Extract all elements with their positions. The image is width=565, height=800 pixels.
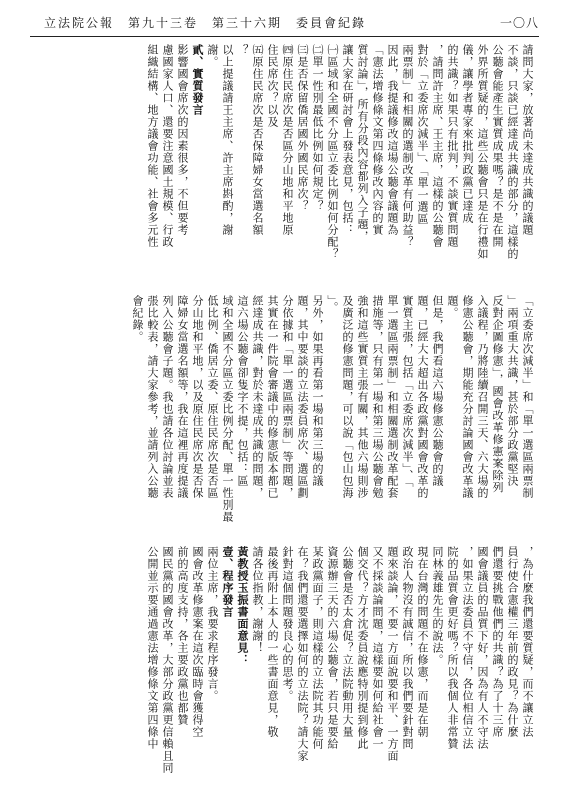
text-band-bottom xyxy=(30,546,535,782)
text-column: 公開並示要通過憲法增修條文第四條中 xyxy=(146,546,159,750)
text-column: 分依據和「單一選區兩票制」等問題， xyxy=(281,295,294,499)
text-column: 「憲法增修條文第四條修改內容的實 xyxy=(371,44,384,236)
text-column: 組織結構、地方議會功能、社會多元性 xyxy=(146,44,159,248)
text-column: 貳、實質發言 xyxy=(191,44,204,116)
text-column: 張比較表，請大家參考，並請列入公聽 xyxy=(146,295,159,499)
text-column: 題來談論，不要一方面說要和平、一方面 xyxy=(386,546,399,762)
text-column: 某政黨面子，則這樣的立法院其功能何 xyxy=(311,546,324,750)
text-column: 壹、程序發言 xyxy=(221,546,234,618)
text-column: 題，已經大大超出各政黨對國會改革的 xyxy=(416,295,429,499)
text-column: ㈣原住民席次是否區分山地和平地原 xyxy=(281,44,294,236)
text-column: 其實在一件院會審議中的修憲版本都已 xyxy=(266,295,279,499)
text-column: 的共識？如果只有批判，不談實質問題 xyxy=(446,44,459,248)
text-column: 題。 xyxy=(446,295,459,319)
text-column: ，為什麼我們還要質疑，而不讓立法 xyxy=(521,546,534,738)
text-column: 域和全國不分區立委比例分配、單一性別最 xyxy=(221,295,234,523)
text-column: 但是，我們看這六場修憲公聽會的議 xyxy=(431,295,444,487)
text-column: 入議程，乃將陸續召開三天、六大場的 xyxy=(476,295,489,499)
document-page xyxy=(30,44,535,782)
text-column: 公聽會是否太倉促？立法院動用大量 xyxy=(341,546,354,738)
text-column: 不談，只談已經達成共識的部分，這樣的 xyxy=(506,44,519,260)
running-title: 立法院公報 第九十三卷 第三十六期 委員會紀錄 xyxy=(44,16,367,30)
text-column: 們還要挑戰他們的共識？為了十三席 xyxy=(491,546,504,738)
text-column: 強和這些實質主張有關，其他六場則涉 xyxy=(356,295,369,499)
text-column: ㈤原住民席次是否保障婦女當選名額 xyxy=(251,44,264,236)
text-column: 另外，如果再看第一場和第三場的議 xyxy=(311,295,324,487)
text-column: 政治人物沒有誠信，所以我們要針對問 xyxy=(401,546,414,750)
text-column: 列入公聽會子題。我也請各位討論並表 xyxy=(161,295,174,499)
text-column: 公聽會能產生實質成果嗎？是不是在開 xyxy=(491,44,504,248)
text-column: 低比例、僑居立委、原住民席次是否區 xyxy=(206,295,219,499)
text-column: 經達成共識，對於未達成共識的問題， xyxy=(251,295,264,499)
text-column: 資源辦三天的六場公聽會，若只是要給 xyxy=(326,546,339,750)
text-column: 黃教授玉振書面意見： xyxy=(236,546,249,666)
text-column: 兩票制」和相關的選制改革有何助益？ xyxy=(401,44,414,248)
text-column: 員行使合憲權三年前的政見？為什麼 xyxy=(506,546,519,738)
text-column: 及廣泛的修憲問題，可以說「包山包海 xyxy=(341,295,354,499)
text-column: 單一選區兩票制」和相關選制改革配套 xyxy=(386,295,399,499)
text-column: 國會議員的品質下好，因為有人不守法 xyxy=(476,546,489,750)
text-column: ㈠區域和全國不分區立委比例如何分配？ xyxy=(326,44,339,260)
text-column: 個交代？方才沈委員說應特別提到修此 xyxy=(356,546,369,750)
text-column: 修憲公聽會，期能充分討論國會改革議 xyxy=(461,295,474,499)
text-column: 」兩項重大共識，甚於部分政黨堅決 xyxy=(506,295,519,487)
text-column: ？ xyxy=(236,44,249,56)
text-column: 」。 xyxy=(326,295,339,314)
text-column: 影響國會席次的因素很多，不但要考 xyxy=(176,44,189,236)
text-band-middle xyxy=(30,295,535,531)
text-column: 請各位指教，謝謝！ xyxy=(251,546,264,654)
text-column: 讓大家在研討會上發表意見，包括： xyxy=(341,44,354,236)
text-column: 實質主張，包括「立委席次減半」、「 xyxy=(401,295,414,488)
text-column: 會紀錄。 xyxy=(131,295,144,343)
text-column: 現在台灣的問題不在修憲，而是在朝 xyxy=(416,546,429,738)
text-column: 慮國家人口、還要注意國土規模、行政 xyxy=(161,44,174,248)
text-column: 最後再附上本人的一些書面意見，敬 xyxy=(266,546,279,738)
text-column: ㈢是否保留僑居國外國民席次？ xyxy=(296,44,309,212)
text-column: ，如果立法委員不守信，各位相信立法 xyxy=(461,546,474,750)
text-column: 院的品質會更好嗎？所以我個人非常贊 xyxy=(446,546,459,750)
text-column: 儀，讓學者專家來批判政黨已達成 xyxy=(461,44,474,224)
text-column: 這六場公聽會卻隻字不提，包括：區 xyxy=(236,295,249,487)
text-column: 題，其中要談的立法委員席次、選區劃 xyxy=(296,295,309,499)
page-header xyxy=(30,14,539,37)
text-column: 對於「立委席次減半」、「單一選區 xyxy=(416,44,429,225)
text-column: 外界所質疑的，這些公聽會只是在行禮如 xyxy=(476,44,489,260)
page-number: 一〇八 xyxy=(499,16,539,30)
text-column: 又不採談論問題，這樣要如何給社會一 xyxy=(371,546,384,750)
text-band-top xyxy=(30,44,535,280)
text-column: 措施等，只有第一場和第三場公聽會勉 xyxy=(371,295,384,499)
text-column: 質討論」，所有分段內容都列入子題， xyxy=(356,44,369,243)
text-column: 「立委席次減半」和「單一選區兩票制 xyxy=(521,295,534,499)
text-column: 在？我們還要選擇如何的立法院？請大家 xyxy=(296,546,309,762)
text-column: 國民黨的國會改革，大部分政黨更信賴且同 xyxy=(161,546,174,774)
text-column: 謝。 xyxy=(206,44,219,68)
text-column: 前的高度支持，各主要政黨也都贊 xyxy=(176,546,189,726)
text-column: 國會改革修憲案在這次臨時會獲得空 xyxy=(191,546,204,738)
text-column: ㈡單一性別最低比例如何規定？ xyxy=(311,44,324,212)
text-column: 反對企圖修憲」，國會改革修憲案除列 xyxy=(491,295,504,494)
text-column: ，請問許主席、王主席，這樣的公聽會 xyxy=(431,44,444,248)
text-column: 同林義雄先生的說法。 xyxy=(431,546,444,666)
text-column: 請問大家，放著尚未達成共識的議題 xyxy=(521,44,534,236)
text-column: 障婦女當選名額等，我在這裡再度提議 xyxy=(176,295,189,499)
text-column: 因此，我提議修改這場公聽會議題為 xyxy=(386,44,399,236)
text-column: 針對這個問題發良心的思考。 xyxy=(281,546,294,702)
text-column: 住民席次？以及 xyxy=(266,44,279,128)
text-column: 兩位主席，我要求程序發言。 xyxy=(206,546,219,702)
text-column: 以上提議請王主席、許主席斟酌，謝 xyxy=(221,44,234,236)
text-column: 分山地和平地，以及原住民席次是否保 xyxy=(191,295,204,499)
